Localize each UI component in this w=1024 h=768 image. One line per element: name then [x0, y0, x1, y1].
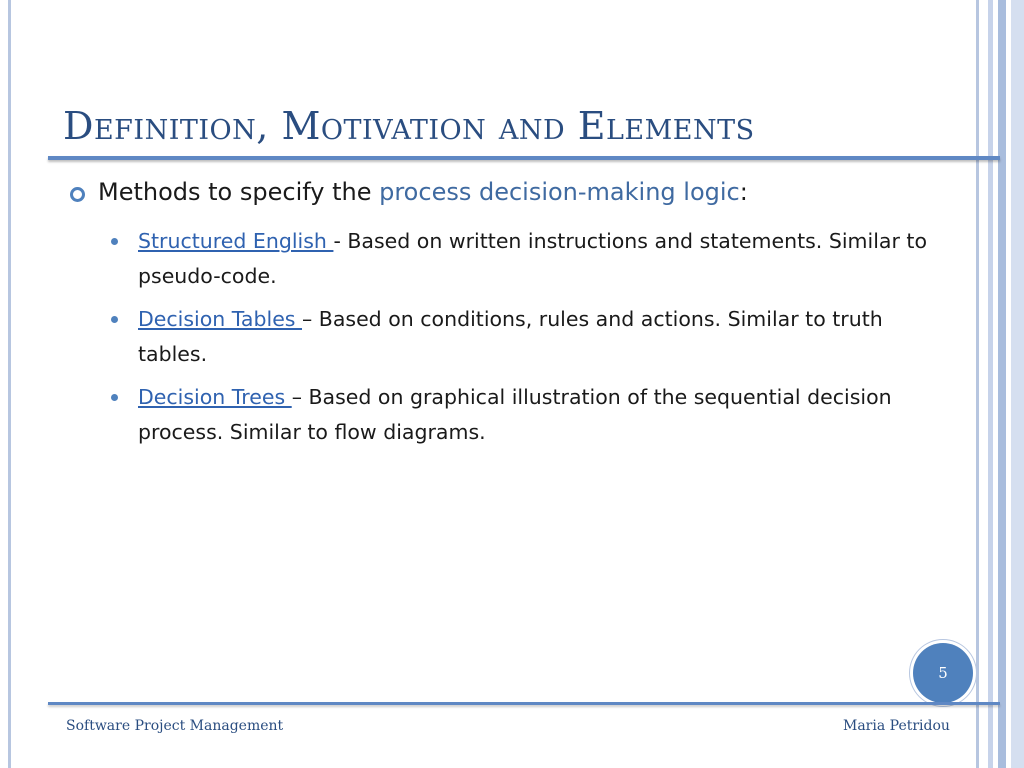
- sub-item-decision-trees: [110, 380, 950, 450]
- right-frame-stripe: [988, 0, 993, 768]
- title-divider: [48, 156, 1000, 160]
- bullet-text: [98, 178, 748, 206]
- slide-title: Definition, Motivation and Elements: [63, 104, 755, 148]
- decision-tables-link[interactable]: Decision Tables: [138, 307, 302, 331]
- structured-english-link[interactable]: Structured English: [138, 229, 334, 253]
- bullet-text-after: :: [739, 178, 748, 206]
- page-number-badge: 5: [913, 643, 973, 703]
- right-frame-stripe: [1011, 0, 1024, 768]
- sub-item-text: – Based on graphical illustration of the sequential decision process. Similar to flow diagrams.: [138, 385, 892, 444]
- bullet-dot-icon: [111, 238, 118, 245]
- bullet-highlight: process decision-making logic: [379, 178, 740, 206]
- bullet-dot-icon: [111, 316, 118, 323]
- sub-item-decision-tables: [110, 302, 950, 372]
- sub-item-structured-english: [110, 224, 950, 294]
- ring-bullet-icon: [70, 187, 85, 202]
- sub-bullet-list: [110, 224, 950, 458]
- left-frame-stripe: [8, 0, 11, 768]
- footer-divider: [48, 702, 1000, 705]
- sub-item-text: - Based on written instructions and statements. Similar to pseudo-code.: [138, 229, 927, 288]
- bullet-dot-icon: [111, 394, 118, 401]
- right-frame-stripe: [976, 0, 979, 768]
- footer-course-title: Software Project Management: [66, 718, 284, 734]
- footer-author: Maria Petridou: [843, 718, 950, 734]
- bullet-text-before: Methods to specify the: [98, 178, 380, 206]
- right-frame-stripe: [998, 0, 1006, 768]
- decision-trees-link[interactable]: Decision Trees: [138, 385, 292, 409]
- sub-item-text: – Based on conditions, rules and actions. Similar to truth tables.: [138, 307, 883, 366]
